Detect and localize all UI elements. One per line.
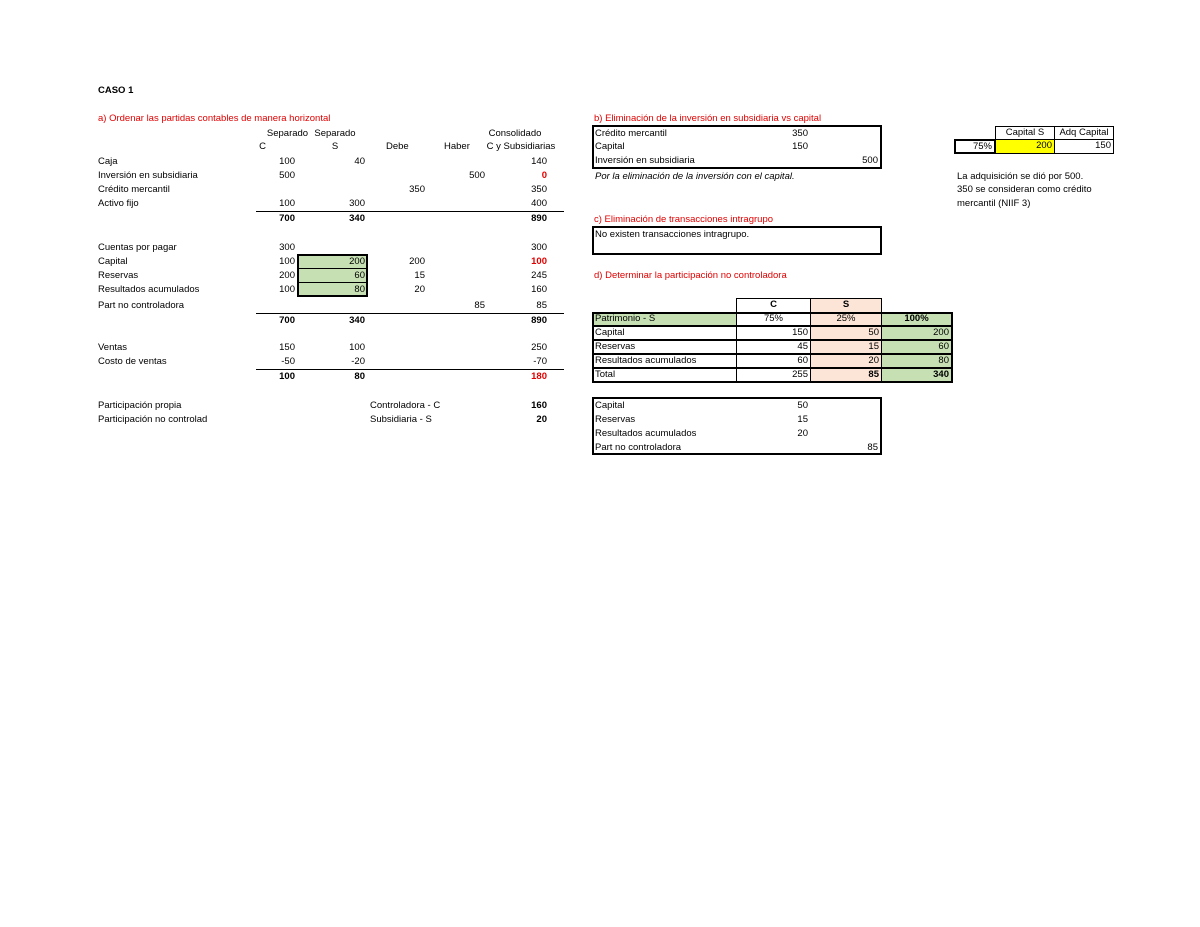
participation-label: Participación propia xyxy=(98,400,182,411)
nci-row-c: 45 xyxy=(736,340,811,354)
section-c-title: c) Eliminación de transacciones intragrupo xyxy=(594,214,774,225)
case-title: CASO 1 xyxy=(98,85,134,96)
cell-cons: 350 xyxy=(531,184,547,195)
entry-debe: 150 xyxy=(792,141,808,152)
cell-cons: 100 xyxy=(531,256,547,267)
header-separado-s: Separado xyxy=(314,128,356,139)
assets-total-s: 340 xyxy=(349,213,365,224)
row-label: Activo fijo xyxy=(98,198,139,209)
summary-label: Capital xyxy=(595,400,625,411)
row-label: Cuentas por pagar xyxy=(98,242,177,253)
summary-label: Reservas xyxy=(595,414,636,425)
entry-label: Capital xyxy=(595,141,625,152)
cell-c: 100 xyxy=(279,156,295,167)
cell-c: 500 xyxy=(279,170,295,181)
section-a-title: a) Ordenar las partidas contables de manera horizontal xyxy=(98,113,331,124)
cell-c: -50 xyxy=(281,356,295,367)
nci-row-label: Resultados acumulados xyxy=(592,354,737,368)
liabilities-total-cons: 890 xyxy=(531,315,547,326)
row-label: Caja xyxy=(98,156,118,167)
cell-debe: 200 xyxy=(409,256,425,267)
nci-row-total: 60 xyxy=(881,340,952,354)
cell-c: 100 xyxy=(279,198,295,209)
participation-label: Participación no controlad xyxy=(98,414,208,425)
side-note: 350 se consideran como crédito xyxy=(957,184,1092,195)
header-separado-c: Separado xyxy=(266,128,309,139)
summary-value: 50 xyxy=(797,400,808,411)
income-total-s: 80 xyxy=(354,371,365,382)
row-label: Part no controladora xyxy=(98,300,185,311)
side-pct: 75% xyxy=(954,139,996,154)
cell-c: 150 xyxy=(279,342,295,353)
row-label: Costo de ventas xyxy=(98,356,167,367)
participation-label2: Subsidiaria - S xyxy=(370,414,432,425)
side-header-adq-capital: Adq Capital xyxy=(1054,126,1114,140)
entry-note: Por la eliminación de la inversión con el capital. xyxy=(595,171,795,182)
participation-label2: Controladora - C xyxy=(370,400,441,411)
row-label: Resultados acumulados xyxy=(98,284,200,295)
liabilities-total-s: 340 xyxy=(349,315,365,326)
entry-debe: 350 xyxy=(792,128,808,139)
side-adq-capital: 150 xyxy=(1054,139,1114,154)
cell-cons: 400 xyxy=(531,198,547,209)
row-label: Ventas xyxy=(98,342,128,353)
cell-c: 200 xyxy=(279,270,295,281)
cell-s: 100 xyxy=(349,342,365,353)
side-note: mercantil (NIIF 3) xyxy=(957,198,1031,209)
assets-total-cons: 890 xyxy=(531,213,547,224)
participation-value: 20 xyxy=(536,414,547,425)
nci-table-outline xyxy=(592,312,953,383)
income-total-c: 100 xyxy=(279,371,295,382)
cell-c: 300 xyxy=(279,242,295,253)
nci-row-c: 255 xyxy=(736,368,811,382)
row-label: Crédito mercantil xyxy=(98,184,170,195)
section-b-title: b) Eliminación de la inversión en subsidiaria vs capital xyxy=(594,113,822,124)
intragroup-text: No existen transacciones intragrupo. xyxy=(595,229,750,240)
nci-row-s: 50 xyxy=(810,326,882,340)
nci-row-label: Capital xyxy=(592,326,737,340)
patrimonio-label: Patrimonio - S xyxy=(592,312,737,326)
nci-row-s: 15 xyxy=(810,340,882,354)
row-label: Reservas xyxy=(98,270,139,281)
entry-label: Inversión en subsidiaria xyxy=(595,155,695,166)
side-header-capital-s: Capital S xyxy=(995,126,1055,140)
nci-row-c: 150 xyxy=(736,326,811,340)
header-c: C xyxy=(259,141,266,152)
income-total-cons: 180 xyxy=(531,371,547,382)
header-haber: Haber xyxy=(444,141,470,152)
nci-row-s: 20 xyxy=(810,354,882,368)
row-label: Inversión en subsidiaria xyxy=(98,170,198,181)
cell-s: 200 xyxy=(349,256,365,267)
cell-cons: 85 xyxy=(536,300,547,311)
nci-row-total: 200 xyxy=(881,326,952,340)
cell-c: 100 xyxy=(279,284,295,295)
nci-row-s: 85 xyxy=(810,368,882,382)
side-note: La adquisición se dió por 500. xyxy=(957,171,1084,182)
header-s: S xyxy=(331,141,339,152)
cell-cons: 300 xyxy=(531,242,547,253)
assets-total-c: 700 xyxy=(279,213,295,224)
cell-cons: 245 xyxy=(531,270,547,281)
cell-c: 100 xyxy=(279,256,295,267)
cell-haber: 500 xyxy=(469,170,485,181)
cell-cons: -70 xyxy=(533,356,547,367)
col-header-c: C xyxy=(736,298,811,313)
summary-value: 20 xyxy=(797,428,808,439)
cell-s: 300 xyxy=(349,198,365,209)
summary-label: Resultados acumulados xyxy=(595,428,697,439)
cell-debe: 350 xyxy=(409,184,425,195)
cell-s: 60 xyxy=(354,270,365,281)
participation-value: 160 xyxy=(531,400,547,411)
entry-haber: 500 xyxy=(862,155,878,166)
summary-total-value: 85 xyxy=(867,442,878,453)
nci-row-label: Reservas xyxy=(592,340,737,354)
nci-row-label: Total xyxy=(592,368,737,382)
cell-s: -20 xyxy=(351,356,365,367)
cell-s: 80 xyxy=(354,284,365,295)
nci-row-total: 340 xyxy=(881,368,952,382)
cell-cons: 140 xyxy=(531,156,547,167)
cell-debe: 15 xyxy=(414,270,425,281)
cell-cons: 0 xyxy=(541,170,547,181)
patrimonio-c: 75% xyxy=(736,312,811,326)
header-debe: Debe xyxy=(386,141,409,152)
cell-cons: 160 xyxy=(531,284,547,295)
cell-debe: 20 xyxy=(414,284,425,295)
liabilities-total-c: 700 xyxy=(279,315,295,326)
row-label: Capital xyxy=(98,256,128,267)
nci-row-total: 80 xyxy=(881,354,952,368)
patrimonio-s: 25% xyxy=(810,312,882,326)
entry-label: Crédito mercantil xyxy=(595,128,667,139)
side-capital-s: 200 xyxy=(995,139,1055,154)
summary-value: 15 xyxy=(797,414,808,425)
header-consolidado: Consolidado xyxy=(488,128,542,139)
cell-s: 40 xyxy=(354,156,365,167)
cell-haber: 85 xyxy=(474,300,485,311)
cell-cons: 250 xyxy=(531,342,547,353)
nci-row-c: 60 xyxy=(736,354,811,368)
col-header-s: S xyxy=(810,298,882,313)
section-d-title: d) Determinar la participación no controladora xyxy=(594,270,787,281)
header-c-y-subsidiarias: C y Subsidiarias xyxy=(486,141,556,152)
summary-total-label: Part no controladora xyxy=(595,442,682,453)
patrimonio-total: 100% xyxy=(881,312,952,326)
